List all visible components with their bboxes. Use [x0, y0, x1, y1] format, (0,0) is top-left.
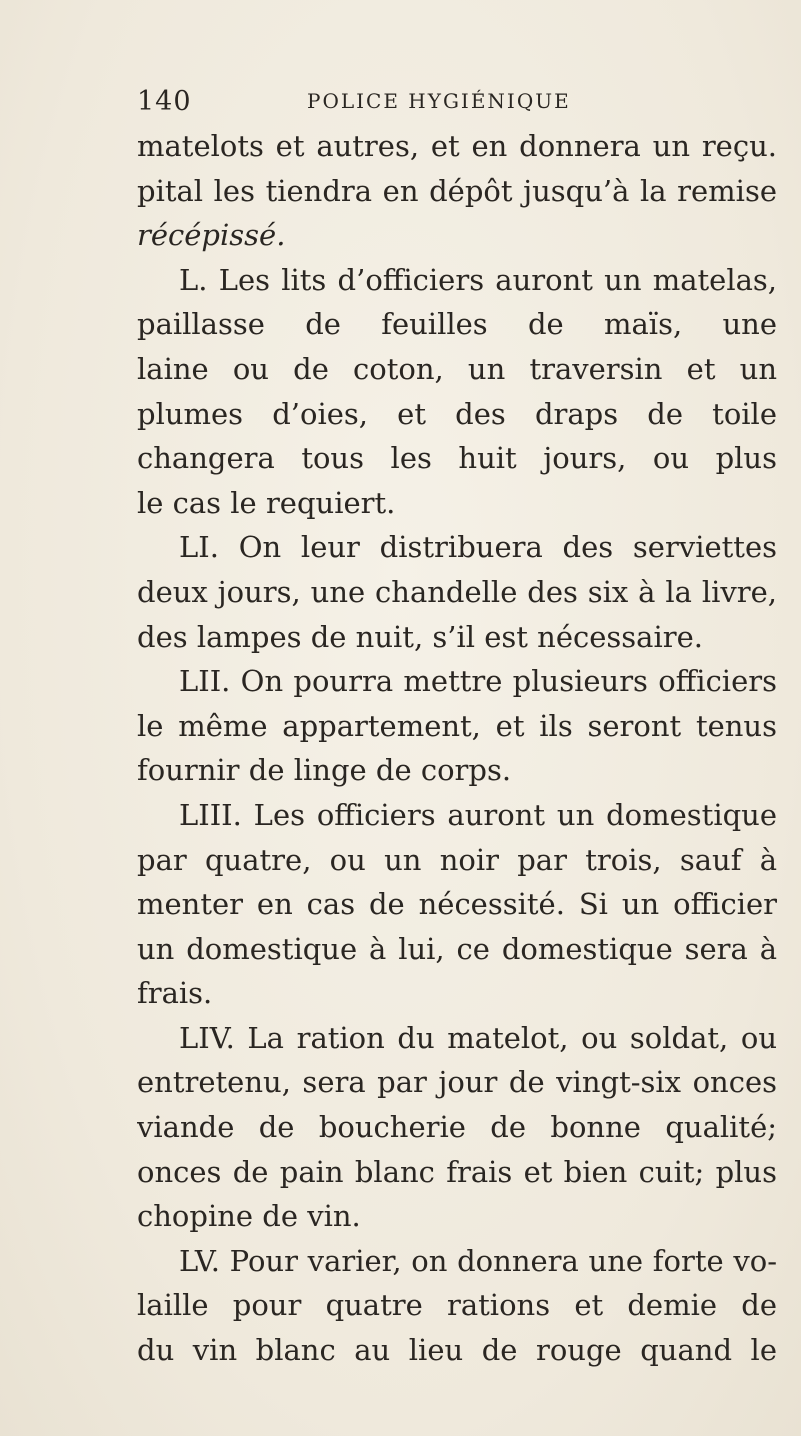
text-line: laine ou de coton, un traversin et un — [137, 351, 777, 386]
text-line: entretenu, sera par jour de vingt-six onces — [137, 1065, 777, 1100]
text-line: par quatre, ou un noir par trois, sauf à — [137, 842, 777, 877]
text-line: plumes d’oies, et des draps de toile — [137, 396, 777, 431]
article-start-line: LV. Pour varier, on donnera une forte vo- — [179, 1243, 777, 1278]
text-line: chopine de vin. — [137, 1199, 361, 1234]
article-start-line: LIV. La ration du matelot, ou soldat, ou — [179, 1020, 777, 1055]
text-line: fournir de linge de corps. — [137, 753, 512, 788]
text-line: onces de pain blanc frais et bien cuit; plus — [137, 1154, 777, 1189]
text-line: deux jours, une chandelle des six à la livre, — [137, 574, 777, 609]
text-line: du vin blanc au lieu de rouge quand le — [137, 1333, 777, 1368]
article-start-line: LII. On pourra mettre plusieurs officiers — [179, 664, 777, 699]
text-line: le même appartement, et ils seront tenus — [137, 708, 777, 743]
text-line: matelots et autres, et en donnera un reçu. — [137, 129, 777, 163]
running-head: POLICE HYGIÉNIQUE — [307, 89, 571, 113]
text-line: le cas le requiert. — [137, 485, 396, 520]
article-start-line: LIII. Les officiers auront un domestique — [179, 797, 777, 832]
text-line: viande de boucherie de bonne qualité; — [137, 1110, 777, 1145]
page-number: 140 — [137, 86, 192, 117]
text-line: menter en cas de nécessité. Si un officier — [137, 887, 777, 922]
text-line: récépissé. — [137, 218, 286, 253]
page-header — [137, 86, 571, 122]
text-line: pital les tiendra en dépôt jusqu’à la remise — [137, 173, 777, 208]
text-line: des lampes de nuit, s’il est nécessaire. — [137, 619, 703, 654]
text-line: paillasse de feuilles de maïs, une — [137, 307, 777, 342]
article-start-line: L. Les lits d’officiers auront un matelas, — [179, 262, 777, 297]
text-line: frais. — [137, 976, 213, 1011]
text-line: laille pour quatre rations et demie de — [137, 1288, 777, 1323]
article-start-line: LI. On leur distribuera des serviettes — [179, 530, 777, 565]
body-text — [137, 124, 777, 1373]
text-line: changera tous les huit jours, ou plus — [137, 441, 777, 476]
text-line: un domestique à lui, ce domestique sera à — [137, 931, 777, 966]
